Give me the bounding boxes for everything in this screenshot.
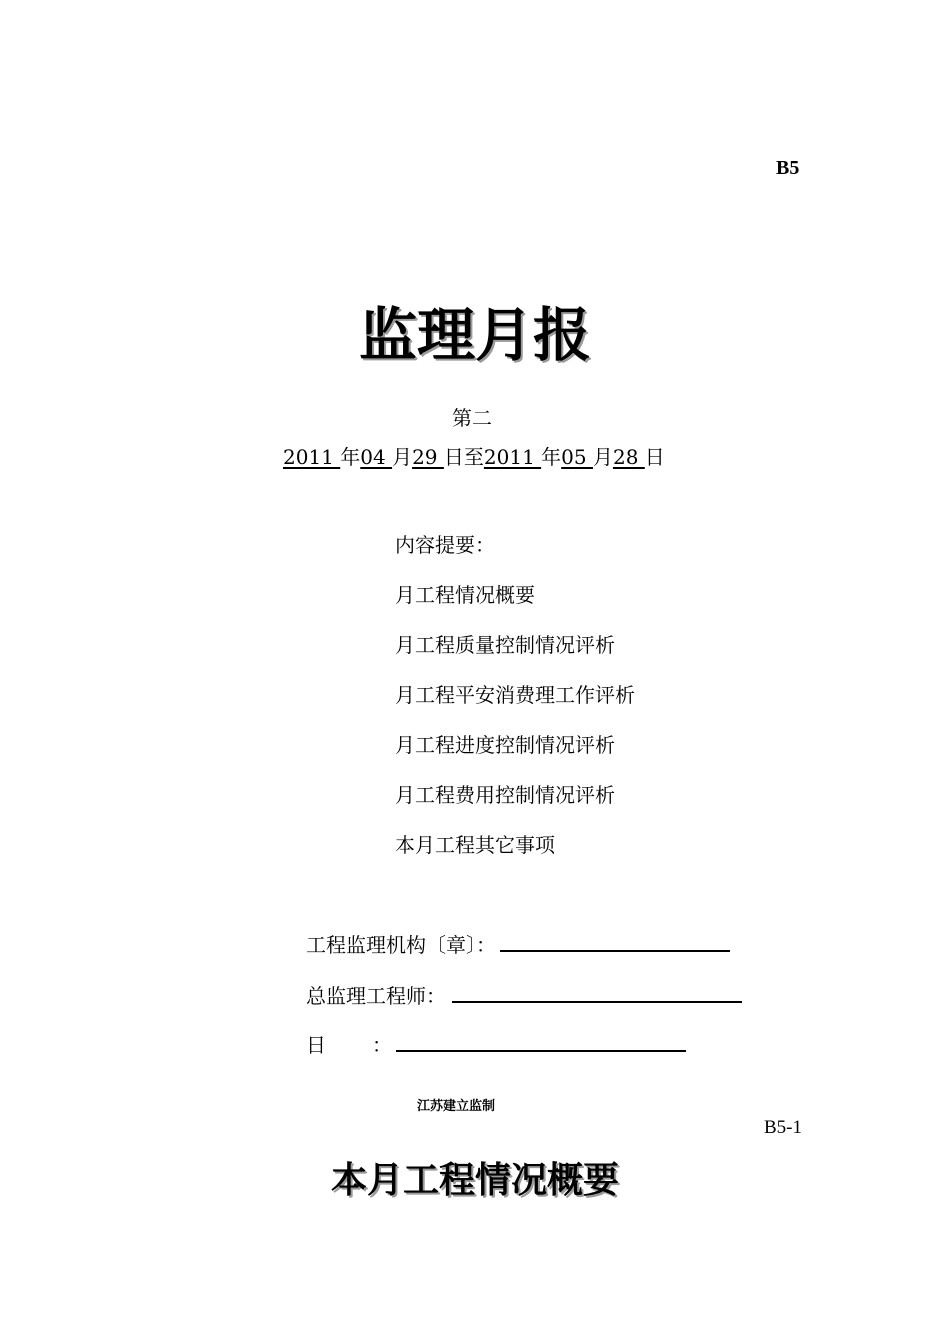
period-label: 第二 <box>452 406 492 430</box>
to-char: 至 <box>463 445 484 469</box>
end-year: 2011 <box>483 445 542 469</box>
date-colon: ： <box>372 1033 392 1057</box>
start-month: 04 <box>360 445 393 469</box>
date-line[interactable] <box>396 1030 686 1052</box>
year-char: 年 <box>541 445 562 469</box>
signature-row-agency <box>306 929 730 958</box>
contents-item: 本月工程其它事项 <box>395 833 555 857</box>
contents-heading: 内容提要： <box>395 533 495 557</box>
contents-item: 月工程质量控制情况评析 <box>395 633 615 657</box>
date-label: 日 <box>306 1033 326 1057</box>
day-char: 日 <box>443 445 464 469</box>
signature-row-chief-engineer <box>306 980 742 1009</box>
date-range <box>283 441 665 470</box>
month-char: 月 <box>592 445 613 469</box>
contents-item: 月工程费用控制情况评析 <box>395 783 615 807</box>
page-title: 监理月报 <box>358 301 591 369</box>
agency-seal-line[interactable] <box>500 930 730 952</box>
year-char: 年 <box>340 445 361 469</box>
contents-item: 月工程进度控制情况评析 <box>395 733 615 757</box>
end-month: 05 <box>561 445 593 469</box>
day-char: 日 <box>644 445 665 469</box>
chief-engineer-label: 总监理工程师： <box>306 984 446 1008</box>
start-year: 2011 <box>283 445 341 469</box>
month-char: 月 <box>392 445 413 469</box>
agency-seal-label: 工程监理机构〔章〕： <box>306 933 496 957</box>
form-code: B5 <box>776 157 800 179</box>
contents-item: 月工程平安消费理工作评析 <box>395 683 635 707</box>
chief-engineer-line[interactable] <box>452 981 742 1003</box>
end-day: 28 <box>612 445 645 469</box>
section-code: B5-1 <box>764 1117 802 1138</box>
section-title: 本月工程情况概要 <box>330 1160 619 1201</box>
issuer-note: 江苏建立监制 <box>417 1099 496 1114</box>
contents-item: 月工程情况概要 <box>395 583 535 607</box>
signature-row-date <box>306 1029 686 1058</box>
start-day: 29 <box>412 445 444 469</box>
